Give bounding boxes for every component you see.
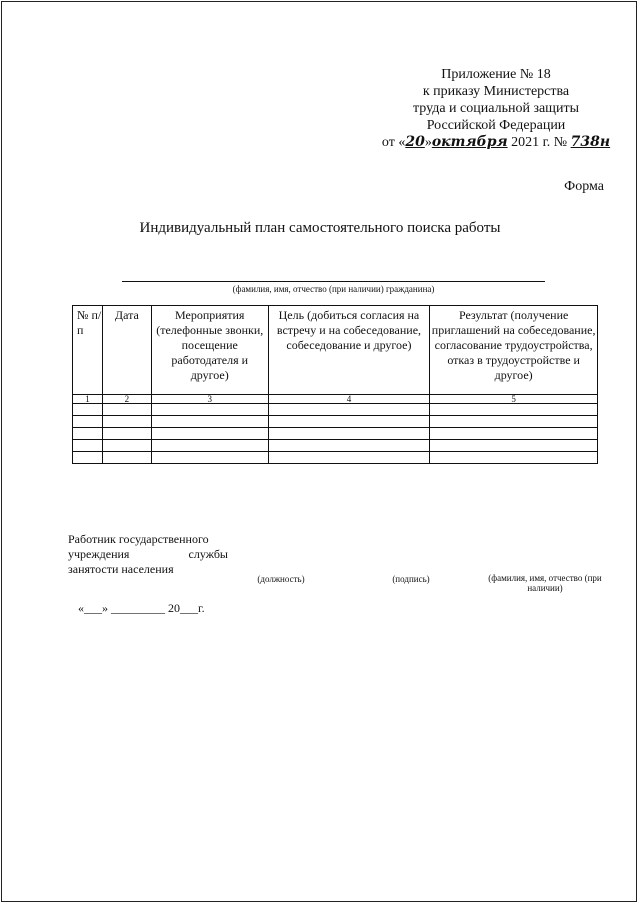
name-underline: [122, 281, 545, 282]
worker-line-2: [68, 547, 228, 562]
header-number: № п/п: [73, 306, 103, 395]
table-cell: [268, 416, 430, 428]
fio-caption: (фамилия, имя, отчество (при наличии): [488, 573, 602, 593]
table-cell: [268, 404, 430, 416]
table-cell: [102, 452, 151, 464]
column-number: 5: [430, 395, 598, 404]
column-number-row: [73, 395, 598, 404]
table-cell: [102, 404, 151, 416]
header-goal: Цель (добиться согласия на встречу и на собеседование, собеседование и другое): [268, 306, 430, 395]
table-header-row: [73, 306, 598, 395]
name-caption: (фамилия, имя, отчество (при наличии) гражданина): [232, 284, 435, 294]
table-row: [73, 416, 598, 428]
appendix-line-2: к приказу Министерства: [422, 84, 570, 99]
table-row: [73, 452, 598, 464]
table-cell: [430, 428, 598, 440]
order-line: [376, 134, 616, 151]
table-cell: [73, 440, 103, 452]
order-month: октября: [431, 134, 508, 150]
worker-line-2b: службы: [188, 547, 228, 561]
header-result: Результат (получение приглашений на собеседование, согласование трудоустройства, отказ в трудоустройстве и другое): [430, 306, 598, 395]
order-prefix: от «: [381, 135, 406, 150]
header-activities: Мероприятия (телефонные звонки, посещение работодателя и другое): [151, 306, 268, 395]
table-cell: [102, 440, 151, 452]
table-cell: [102, 428, 151, 440]
table-cell: [268, 452, 430, 464]
table-cell: [73, 416, 103, 428]
table-cell: [73, 452, 103, 464]
table-row: [73, 404, 598, 416]
worker-line-1: Работник государственного: [68, 532, 209, 546]
column-number: 3: [151, 395, 268, 404]
header-date: Дата: [102, 306, 151, 395]
table-cell: [73, 404, 103, 416]
table-cell: [102, 416, 151, 428]
appendix-line-3: труда и социальной защиты: [413, 101, 579, 116]
appendix-line-1: Приложение № 18: [441, 67, 551, 82]
column-number: 4: [268, 395, 430, 404]
table-row: [73, 428, 598, 440]
table-cell: [268, 428, 430, 440]
table-cell: [430, 416, 598, 428]
table-cell: [430, 440, 598, 452]
worker-label: [68, 532, 228, 577]
table-cell: [151, 440, 268, 452]
table-cell: [151, 404, 268, 416]
document-title: Индивидуальный план самостоятельного поиска работы: [139, 220, 501, 236]
table-cell: [430, 404, 598, 416]
column-number: 2: [102, 395, 151, 404]
column-number: 1: [73, 395, 103, 404]
table-cell: [151, 416, 268, 428]
table-cell: [268, 440, 430, 452]
table-cell: [73, 428, 103, 440]
plan-table: [72, 305, 598, 464]
table-cell: [151, 452, 268, 464]
worker-line-3: занятости населения: [68, 562, 174, 576]
appendix-line-4: Российской Федерации: [426, 118, 566, 133]
appendix-header: [376, 66, 616, 151]
worker-line-2a: учреждения: [68, 547, 130, 561]
order-number: 738н: [570, 134, 611, 150]
order-day: 20: [405, 134, 425, 150]
signature-caption: (подпись): [392, 574, 430, 584]
position-caption: (должность): [257, 574, 305, 584]
table-row: [73, 440, 598, 452]
order-year: 2021 г. №: [507, 135, 571, 150]
date-line: «___» _________ 20___г.: [78, 601, 205, 615]
table-cell: [430, 452, 598, 464]
table-cell: [151, 428, 268, 440]
form-label: Форма: [564, 179, 604, 194]
order-mid: »: [424, 135, 432, 150]
